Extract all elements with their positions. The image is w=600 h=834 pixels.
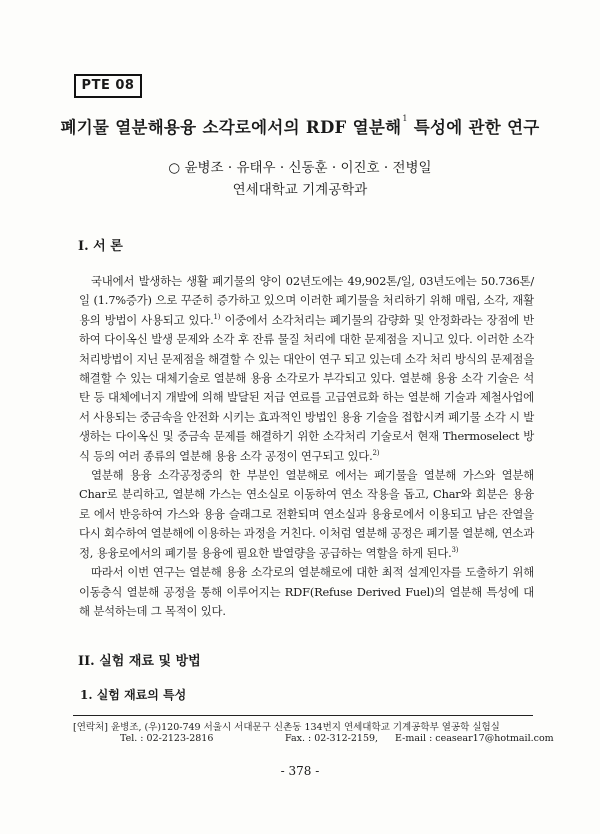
paragraph-2: 열분해 용융 소각공정중의 한 부분인 열분해로 에서는 폐기물을 열분해 가스와 열분해 Char로 분리하고, 열분해 가스는 연소실로 이동하여 연소 작용을 돕고, Char와 회분은 용융로 에서 반응하여 가스와 용융 슬래그로 전환되며 연소실과 용융로에서 이용되고 남은 잔열을 다시 회수하여 열분해에 이용하는 과정을 거친다. 이처럼 열분해 공정은 폐기물 열분해, 연소과정, 용융로에서의 폐기물 용융에 필요한 발열량을 공급하는 역할을 하게 된다.$^{3)}$ <box>79 468 534 560</box>
authors: ○ 윤병조 · 유태우 · 신동훈 · 이진호 · 전병일 <box>168 160 432 176</box>
paragraph-3: 따라서 이번 연구는 열분해 용융 소각로의 열분해로에 대한 최적 설계인자를 도출하기 위해 이동층식 열분해 공정을 통해 이루어지는 RDF(Refuse Derived Fuel)의 열분해 특성에 대해 분석하는데 그 목적이 있다. <box>79 565 534 618</box>
affiliation: 연세대학교 기계공학과 <box>232 182 368 198</box>
section-heading-introduction: I. 서 론 <box>78 239 123 254</box>
subsection-heading: 1. 실험 재료의 특성 <box>80 688 187 702</box>
contact-email[interactable]: E-mail : ceasear17@hotmail.com <box>395 733 554 744</box>
section-heading-methods: II. 실험 재료 및 방법 <box>78 654 201 669</box>
contact-tel: Tel. : 02-2123-2816 <box>120 733 214 744</box>
session-badge: PTE 08 <box>74 74 142 98</box>
paper-title: 폐기물 열분해용융 소각로에서의 RDF 열분해$^1$ 특성에 관한 연구 <box>60 114 540 137</box>
paragraph-1: 국내에서 발생하는 생활 폐기물의 양이 02년도에는 49,902톤/일, 03년도에는 50.736톤/일 (1.7%증가) 으로 꾸준히 증가하고 있으며 이러한 폐기물을 처리하기 위해 매립, 소각, 재활용의 방법이 사용되고 있다.$^{1)}$ 이중에서 소각처리는 폐기물의 감량화 및 안정화라는 장점에 반하여 다이옥신 발생 문제와 소각 후 잔류 물질 처리에 대한 문제점을 지니고 있다. 이러한 소각처리방법이 지닌 문제점을 해결할 수 있는 대안이 연구 되고 있는데 소각 처리 방식의 문제점을 해결할 수 있는 대체기술로 열분해 용융 소각로가 부각되고 있다. 열분해 용융 소각 기술은 석탄 등 대체에너지 개발에 의해 발달된 저급 연료를 고급연료화 하는 열분해 기술과 제철사업에서 사용되는 중금속을 안전화 시키는 효과적인 방법인 용융 기술을 접합시켜 폐기물 소각 시 발생하는 다이옥신 및 중금속 문제를 해결하기 위한 소각처리 기술로서 현재 Thermoselect 방식 등의 여러 종류의 열분해 용융 소각 공정이 연구되고 있다.$^{2)}$ <box>79 274 534 463</box>
contact-fax: Fax. : 02-312-2159, <box>285 733 379 744</box>
contact-line: [연락처] 윤병조, (우)120-749 서울시 서대문구 신촌동 134번지 연세대학교 기계공학부 열공학 실험실 <box>73 722 500 733</box>
footer-divider <box>73 715 533 716</box>
page-number: - 378 - <box>280 764 320 778</box>
introduction-body <box>79 272 534 621</box>
